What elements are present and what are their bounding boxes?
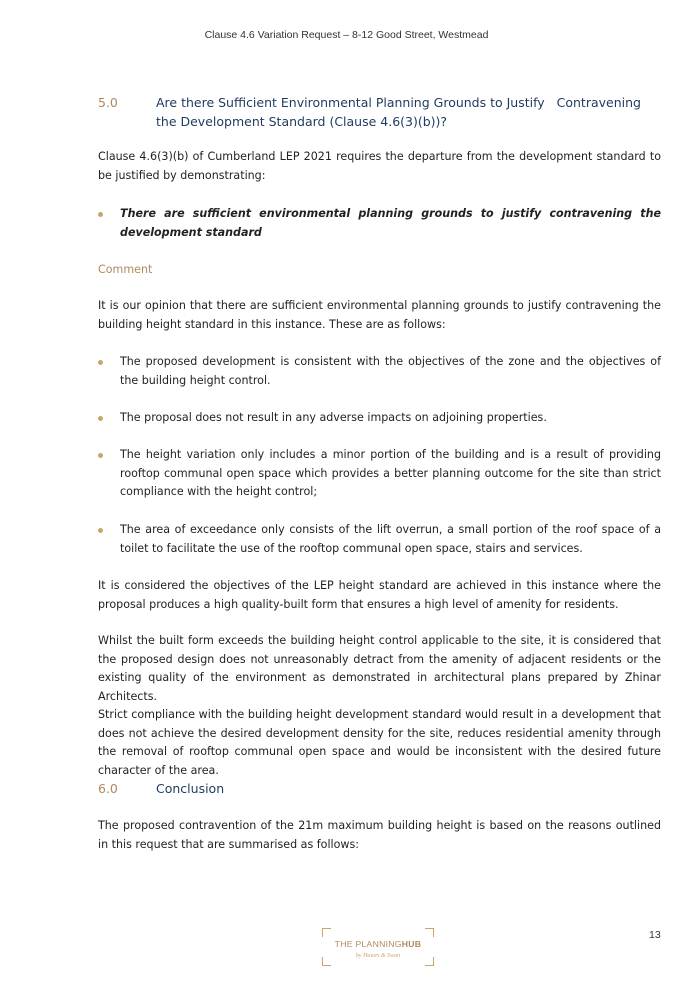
emphasis-bullet-text: There are sufficient environmental planning grounds to justify contravening the development standard: [120, 207, 661, 239]
bullet-icon: [98, 453, 103, 458]
list-item-text: The proposed development is consistent with the objectives of the zone and the objectives of the building height control.: [120, 355, 661, 387]
bullet-icon: [98, 528, 103, 533]
section-5-number: 5.0: [98, 95, 118, 110]
planning-hub-logo: [322, 928, 434, 966]
page-number: 13: [649, 929, 661, 941]
section-6-title: Conclusion: [156, 781, 225, 796]
logo-tagline: by Hawes & Swan: [355, 953, 401, 959]
conclusion-paragraph: The proposed contravention of the 21m maximum building height is based on the reasons outlined in this request that are summarised as follows:: [98, 819, 661, 851]
bullet-icon: [98, 360, 103, 365]
bullet-icon: [98, 416, 103, 421]
bullet-icon: [98, 212, 103, 217]
paragraph-objectives: It is considered the objectives of the LEP height standard are achieved in this instance where the proposal produces a high quality-built form that ensures a high level of amenity for residents.: [98, 579, 661, 611]
opinion-paragraph: It is our opinion that there are sufficient environmental planning grounds to justify contravening the building height standard in this instance. These are as follows:: [98, 299, 661, 331]
section-6-number: 6.0: [98, 781, 118, 796]
comment-heading: Comment: [98, 263, 153, 276]
section-5-title: Are there Sufficient Environmental Planning Grounds to Justify Contravening the Development Standard (Clause 4.6(3)(b))?: [156, 95, 641, 129]
logo-name: THE PLANNINGHUB: [334, 939, 422, 949]
paragraph-strict-compliance: Strict compliance with the building height development standard would result in a development that does not achieve the desired development density for the site, reduces residential amenity through the removal of rooftop communal open space and would be inconsistent with the desired future character of the area.: [98, 708, 661, 777]
list-item-text: The area of exceedance only consists of the lift overrun, a small portion of the roof space of a toilet to facilitate the use of the rooftop communal open space, stairs and services.: [120, 523, 661, 555]
running-header: Clause 4.6 Variation Request – 8-12 Good Street, Westmead: [204, 29, 489, 41]
paragraph-built-form: Whilst the built form exceeds the building height control applicable to the site, it is considered that the proposed design does not unreasonably detract from the amenity of adjacent residents or the existing quality of the environment as demonstrated in architectural plans prepared by Zhinar Architects.: [98, 634, 661, 703]
list-item-text: The proposal does not result in any adverse impacts on adjoining properties.: [120, 411, 547, 424]
list-item-text: The height variation only includes a minor portion of the building and is a result of providing rooftop communal open space which provides a better planning outcome for the site than strict compliance with the height control;: [120, 448, 661, 498]
intro-paragraph: Clause 4.6(3)(b) of Cumberland LEP 2021 requires the departure from the development standard to be justified by demonstrating:: [98, 150, 661, 182]
